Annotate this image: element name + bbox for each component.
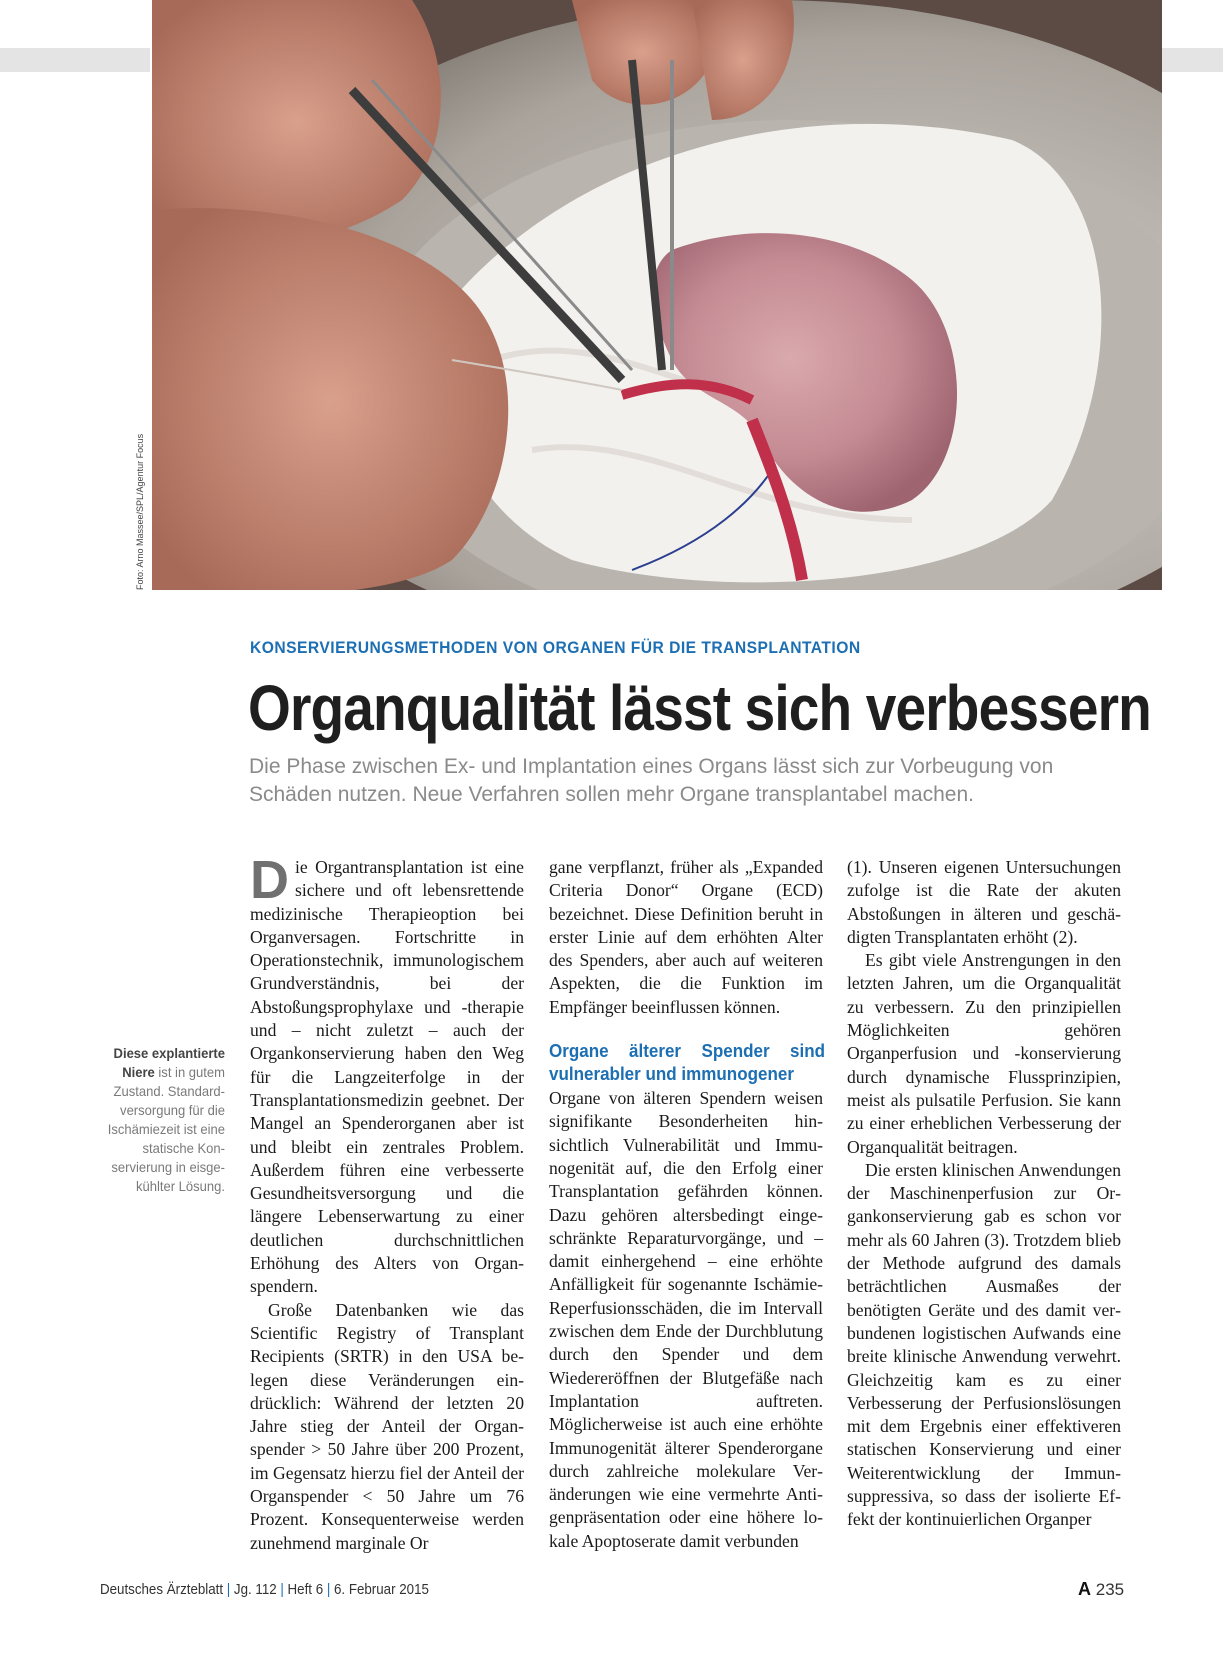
footer-separator: | bbox=[280, 1582, 284, 1598]
col2-paragraph-2: Organe von älteren Spendern weisen signifikante Besonderheiten hinsichtlich Vulnerabilität und Immunogenität auf, die den Erfolg einer Transplantation gefährden können. Dazu gehören altersbedingt eingeschränkte Reparaturvorgänge, und – damit einhergehend – eine erhöhte Anfälligkeit für sogenannte Ischämie-Reperfusionsschäden, die im Intervall zwischen dem Ende der Durchblutung durch den Spender und dem Wiedereröffnen der Blutgefäße nach Implantation auftreten. Möglicherweise ist auch eine erhöhte Immunogenität älterer Spenderorgane durch zahlreiche molekulare Veränderungen wie eine vermehrte Antigenpräsentation oder eine höhere lokale Apoptoserate damit verbunden bbox=[549, 1088, 823, 1551]
top-gray-band-left bbox=[0, 48, 150, 72]
subheading: Organe älterer Spender sind vulnerabler und immunogener bbox=[549, 1040, 825, 1085]
kicker: KONSERVIERUNGSMETHODEN VON ORGANEN FÜR DIE TRANSPLANTATION bbox=[250, 638, 861, 657]
col1-paragraph-1: ie Organtransplantation ist eine sichere und oft lebensrettende medizinische Therapieoption bei Organversagen. Fortschritte in Operationstechnik, immunologischem Grundverständnis, bei der Abstoßungsprophylaxe und -therapie und – nicht zuletzt – auch der Organkonservierung haben den Weg für die Langzeiterfolge in der Transplantationsmedizin geebnet. Der Mangel an Spenderorganen aber ist und bleibt ein zentrales Problem. Außerdem führen eine verbesserte Gesundheitsversorgung und die längere Lebenserwartung zu einer deutlichen durchschnittlichen Erhöhung des Alters von Organspendern. bbox=[250, 857, 524, 1297]
page-number-value: 235 bbox=[1095, 1580, 1125, 1599]
footer-separator: | bbox=[226, 1582, 231, 1598]
page-number bbox=[1078, 1579, 1124, 1600]
kidney-photo-illustration bbox=[152, 0, 1162, 590]
col3-paragraph-2: Es gibt viele Anstrengungen in den letzten Jahren, um die Organqualität zu verbessern. Zu den prinzipiellen Möglichkeiten gehören Organperfusion und -konservierung durch dynamische Flussprinzipien, meist als pulsatile Perfusion. Sie kann zu einer erheblichen Verbesserung der Organqualität beitragen. bbox=[847, 950, 1121, 1157]
caption-text: ist in gutem Zustand. Standardversorgung für die Ischämiezeit ist eine statische Konservierung in eisgekühlter Lösung. bbox=[107, 1064, 225, 1194]
footer-separator: | bbox=[326, 1582, 331, 1598]
headline: Organqualität lässt sich verbessern bbox=[248, 672, 1151, 744]
lead-text: Die Phase zwischen Ex- und Implantation eines Organs lässt sich zur Vorbeugung von Schäden nutzen. Neue Verfahren sollen mehr Organe transplantabel machen. bbox=[249, 755, 1054, 806]
drop-cap: D bbox=[250, 850, 289, 910]
footer-date: 6. Februar 2015 bbox=[333, 1582, 429, 1598]
caption-bold: Diese explantierte Niere bbox=[113, 1045, 225, 1080]
footer-volume: Jg. 112 bbox=[233, 1582, 277, 1598]
col3-paragraph-1: (1). Unseren eigenen Untersuchungen zufolge ist die Rate der akuten Abstoßungen in älteren und geschädigten Transplantaten erhöht (2). bbox=[847, 857, 1121, 947]
footer-journal-info bbox=[100, 1582, 429, 1598]
article-column-1 bbox=[250, 850, 524, 1555]
article-column-3 bbox=[847, 856, 1121, 1532]
page-prefix: A bbox=[1078, 1579, 1091, 1599]
col3-paragraph-3: Die ersten klinischen Anwendungen der Maschinenperfusion zur Organkonservierung gab es schon vor mehr als 60 Jahren (3). Trotzdem blieb der Methode aufgrund des damals beträchtlichen Ausmaßes der benötigten Geräte und des damit verbundenen logistischen Aufwands eine breite klinische Anwendung verwehrt. Gleichzeitig kam es zu einer Verbesserung der Perfusionslösungen mit dem Ergebnis einer effektiveren statischen Konservierung und einer Weiterentwicklung der Immunsuppressiva, so dass der isolierte Effekt der kontinuierlichen Organper bbox=[847, 1159, 1121, 1530]
kidney-photo bbox=[152, 0, 1162, 590]
footer-issue: Heft 6 bbox=[287, 1582, 324, 1598]
article-column-2 bbox=[549, 856, 823, 1553]
photo-caption bbox=[94, 1044, 225, 1196]
footer-journal: Deutsches Ärzteblatt bbox=[100, 1582, 224, 1598]
col1-paragraph-2: Große Datenbanken wie das Scientific Registry of Transplant Recipients (SRTR) in den USA belegen diese Veränderungen eindrücklich: Während der letzten 20 Jahre stieg der Anteil der Organspender > 50 Jahre über 200 Prozent, im Gegensatz hierzu fiel der Anteil der Organspender < 50 Jahre um 76 Prozent. Konsequenterweise werden zunehmend marginale Or bbox=[250, 1299, 524, 1553]
photo-credit: Foto: Arno Massee/SPL/Agentur Focus bbox=[135, 433, 145, 590]
top-gray-band-right bbox=[1160, 48, 1223, 72]
col2-paragraph-1: gane verpflanzt, früher als „Expanded Criteria Donor“ Organe (ECD) bezeichnet. Diese Definition beruht in erster Linie auf dem erhöhten Alter des Spenders, aber auch auf weiteren Aspekten, die die Funktion im Empfänger beeinflussen können. bbox=[549, 857, 823, 1017]
